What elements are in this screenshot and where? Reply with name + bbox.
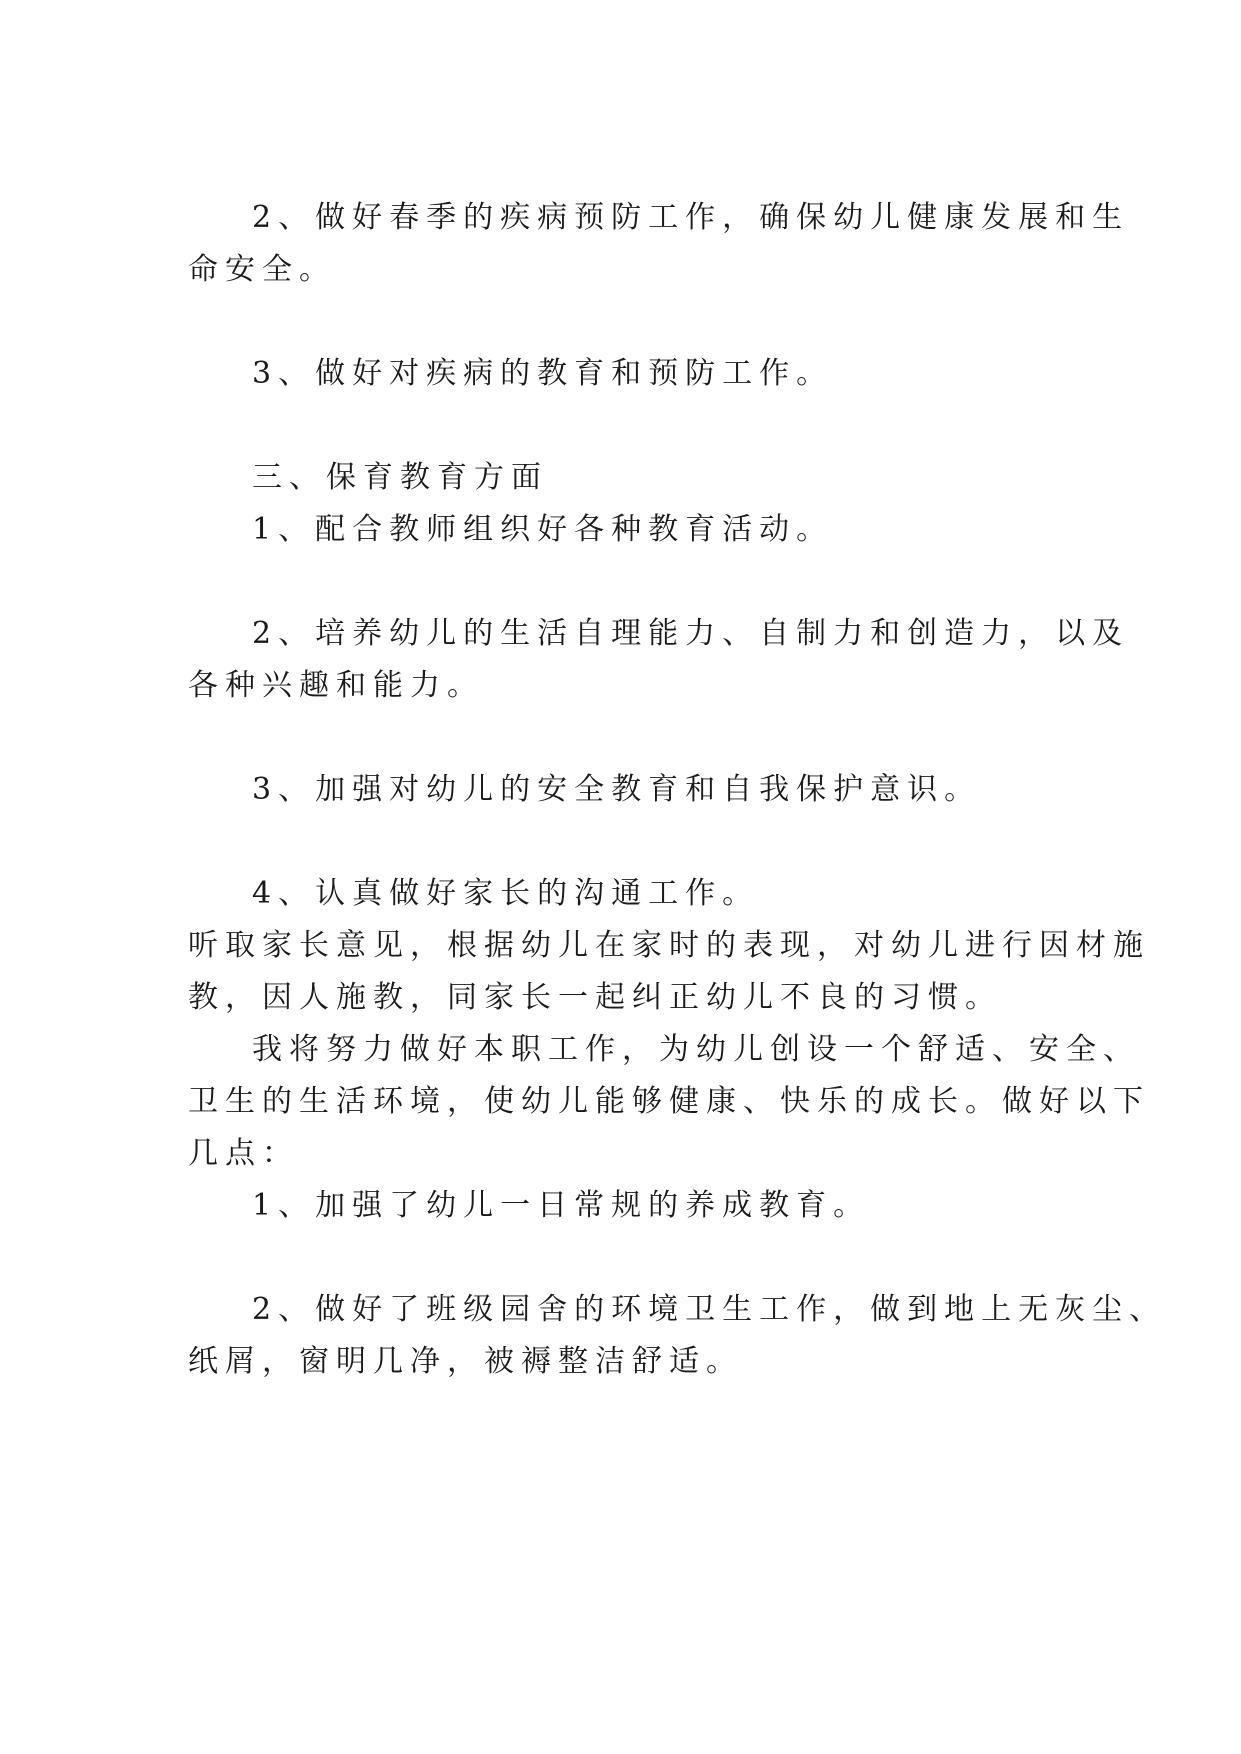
paragraph-line: 卫生的生活环境，使幼儿能够健康、快乐的成长。做好以下 (188, 1084, 1150, 1119)
paragraph-line: 2、做好了班级园舍的环境卫生工作，做到地上无灰尘、 (252, 1292, 1167, 1327)
paragraph-line: 3、加强对幼儿的安全教育和自我保护意识。 (252, 772, 982, 807)
paragraph-line: 3、做好对疾病的教育和预防工作。 (252, 356, 834, 391)
paragraph-line: 听取家长意见，根据幼儿在家时的表现，对幼儿进行因材施 (188, 928, 1150, 963)
paragraph-line: 几点： (188, 1136, 299, 1171)
paragraph-line: 教，因人施教，同家长一起纠正幼儿不良的习惯。 (188, 980, 1002, 1015)
paragraph-line: 1、加强了幼儿一日常规的养成教育。 (252, 1188, 871, 1223)
paragraph-line: 2、做好春季的疾病预防工作，确保幼儿健康发展和生 (252, 200, 1130, 235)
paragraph-line: 4、认真做好家长的沟通工作。 (252, 876, 760, 911)
paragraph-line: 命安全。 (188, 252, 336, 287)
paragraph-line: 我将努力做好本职工作，为幼儿创设一个舒适、安全、 (252, 1032, 1140, 1067)
paragraph-line: 2、培养幼儿的生活自理能力、自制力和创造力，以及 (252, 616, 1130, 651)
paragraph-line: 1、配合教师组织好各种教育活动。 (252, 512, 834, 547)
paragraph-line: 各种兴趣和能力。 (188, 668, 484, 703)
section-heading: 三、保育教育方面 (252, 460, 548, 495)
paragraph-line: 纸屑，窗明几净，被褥整洁舒适。 (188, 1344, 743, 1379)
